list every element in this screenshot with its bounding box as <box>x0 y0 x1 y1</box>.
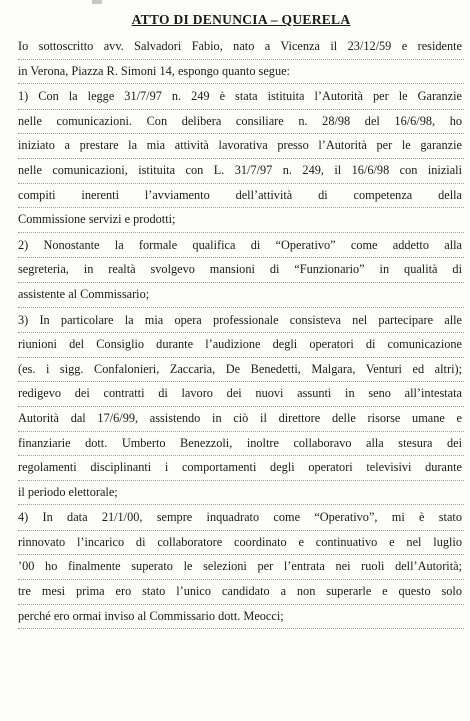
text-line: riunioni del Consiglio durante l’audizione degli operatori di comunicazione <box>18 333 464 358</box>
text-line: tre mesi prima ero stato l’unico candidato a non superarle e questo solo <box>18 580 464 605</box>
text-line: assistente al Commissario; <box>18 283 464 308</box>
text-line: 4) In data 21/1/00, sempre inquadrato come “Operativo”, mi è stato <box>18 506 464 531</box>
text-line: Commissione servizi e prodotti; <box>18 208 464 233</box>
text-line: segreteria, in realtà svolgevo mansioni di “Funzionario” in qualità di <box>18 258 464 283</box>
text-line: 2) Nonostante la formale qualifica di “Operativo” come addetto alla <box>18 234 464 259</box>
text-line: finanziarie dott. Umberto Benezzoli, inoltre collaboravo alla stesura dei <box>18 432 464 457</box>
text-line: Io sottoscritto avv. Salvadori Fabio, nato a Vicenza il 23/12/59 e residente <box>18 35 464 60</box>
text-line: nelle comunicazioni. Con delibera consiliare n. 28/98 del 16/6/98, ho <box>18 110 464 135</box>
text-line: redigevo dei contratti di lavoro dei nuovi assunti in seno all’intestata <box>18 382 464 407</box>
text-line: 1) Con la legge 31/7/97 n. 249 è stata istituita l’Autorità per le Garanzie <box>18 85 464 110</box>
text-line: iniziato a prestare la mia attività lavorativa presso l’Autorità per le garanzie <box>18 134 464 159</box>
text-line: ’00 ho finalmente superato le selezioni per l’entrata nei ruoli dell’Autorità; <box>18 555 464 580</box>
document-title: ATTO DI DENUNCIA – QUERELA <box>131 12 351 27</box>
text-line: 3) In particolare la mia opera professionale consisteva nel partecipare alle <box>18 309 464 334</box>
text-line: il periodo elettorale; <box>18 481 464 506</box>
text-line: regolamenti disciplinanti i comportamenti degli operatori televisivi durante <box>18 456 464 481</box>
text-line: compiti inerenti l’avviamento dell’attività di competenza della <box>18 184 464 209</box>
text-line: in Verona, Piazza R. Simoni 14, espongo quanto segue: <box>18 60 464 85</box>
text-line: Autorità dal 17/6/99, assistendo in ciò il direttore delle risorse umane e <box>18 407 464 432</box>
text-line: rinnovato l’incarico di collaboratore coordinato e continuativo e nel luglio <box>18 531 464 556</box>
text-line: nelle comunicazioni, istituita con L. 31/7/97 n. 249, il 16/6/98 con iniziali <box>18 159 464 184</box>
text-line: (es. i sigg. Confalonieri, Zaccaria, De Benedetti, Malgara, Venturi ed altri); <box>18 358 464 383</box>
text-line: perché ero ormai inviso al Commissario dott. Meocci; <box>18 605 464 630</box>
